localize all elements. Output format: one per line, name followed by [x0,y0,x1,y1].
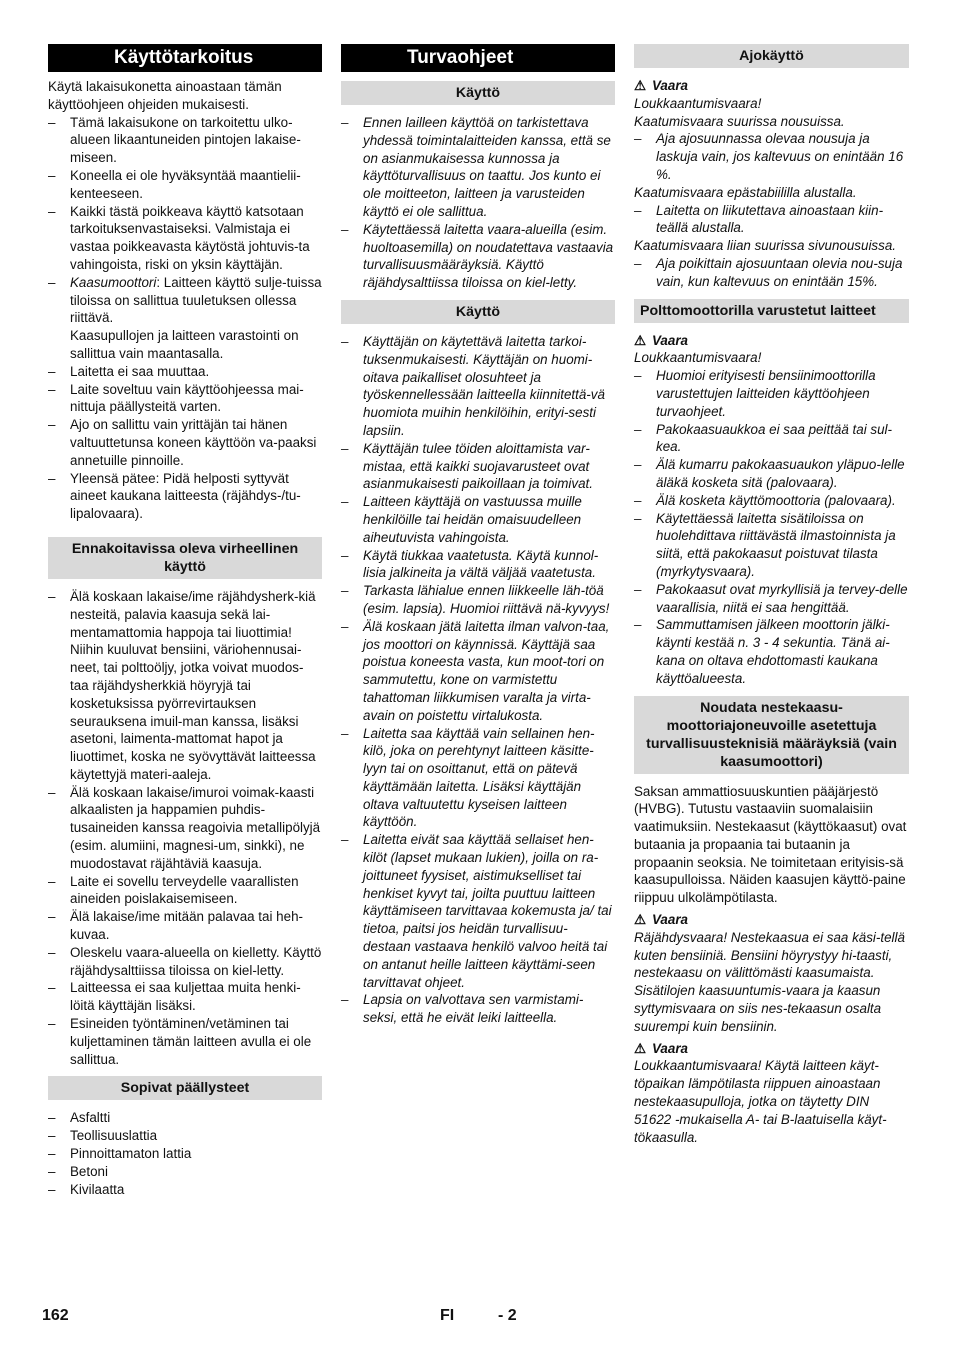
list-item: – Laitetta on liikutettava ainoastaan kiin-teällä alustalla. [634,202,909,238]
list-item: – Laitteessa ei saa kuljettaa muita henki-löitä käyttäjän lisäksi. [48,979,322,1015]
warning-triangle-icon: ⚠ [634,78,647,93]
warning-text: Loukkaantumisvaara! [634,350,762,366]
lpg-warning-injury: Loukkaantumisvaara! Käytä laitteen käyt-töpaikan lämpötilasta riippuen ainoastaan nestekaasupulloja, jotka on täytetty DIN 51622 -mukaisella A- tai B-laatuisella käyt-tökaasulla. [634,1058,887,1145]
warning-triangle-icon: ⚠ [634,912,647,928]
engine-warnings [634,349,909,687]
list-item: – Kivilaatta [48,1181,322,1199]
list-item: – Ennen lailleen käyttöä on tarkistettava yhdessä toimintalaitteiden kanssa, että se on asianmukaisessa kunnossa ja käyttöturvallisuus on taattu. Jos kunto ei ole moitteeton, laitteen ja varusteiden käyttö ei ole sallittua. [341,114,615,221]
section-title-safety: Turvaohjeet [341,44,615,72]
use-heading-2: Käyttö [341,300,615,324]
list-item: – Käyttäjän on käytettävä laitetta tarkoi-tuksenmukaisesti. Käyttäjän on huomi-oitava paikalliset olosuhteet ja työskennellessään laitteella kiinnitettä-vä huomiota muihin henkilöihin, erityi-sesti lapsiin. [341,333,615,440]
warning-text: Kaatumisvaara liian suurissa sivunousuissa. [634,238,896,254]
lpg-warning-explosion: Räjähdysvaara! Nestekaasua ei saa käsi-tellä kuten bensiiniä. Bensiini höyrystyy hi-taasti, nestekaasu on välittömästi kaasumaista. Sisätilojen kaasuuntumis-vaara ja kaasun syttymisvaara on siis nes-tekaasun osalta suurempi kuin bensiinin. [634,929,905,1034]
gas-engine-label: Kaasumoottori [70,274,157,290]
purpose-list [48,114,322,328]
list-item: – Älä koskaan lakaise/imuroi voimak-kaasti alkaalisten ja happamien puhdis-tusaineiden kanssa reagoivia metallipölyjä (esim. alumiini, magnesi-um, sinkki), ne muodostavat räjähtäviä kaasuja. [48,784,322,873]
list-item: – Tarkasta lähialue ennen liikkeelle läh-töä (esim. lapsia). Huomioi riittävä nä-kyvyys! [341,582,615,618]
engine-heading: Polttomoottorilla varustetut laitteet [634,299,909,323]
column-safety [341,44,615,1027]
purpose-list-2 [48,363,322,523]
list-item: – Pakokaasuaukkoa ei saa peittää tai sul-kea. [634,421,909,457]
column-purpose [48,44,322,1198]
list-item: – Käytä tiukkaa vaatetusta. Käytä kunnol-lisia jalkineita ja vältä väljää vaatetusta. [341,547,615,583]
list-item: – Käyttäjän tulee töiden aloittamista var-mistaa, että kaikki suojavarusteet ovat asianmukaisesti paikoillaan ja toimivat. [341,440,615,493]
list-item: – Pinnoittamaton lattia [48,1145,322,1163]
list-item-gas-engine [48,274,322,327]
column-driving [634,44,909,1146]
gas-engine-text: : Laitteen käyttö sulje-tuissa tiloissa on sallittua tuuletuksen ollessa riittävä. [70,274,322,326]
surfaces-list [48,1109,322,1198]
danger-label: ⚠ Vaara [634,1040,688,1056]
warning-text: Kaatumisvaara suurissa nousuissa. [634,113,845,129]
danger-label: ⚠ Vaara [634,78,688,93]
danger-label: ⚠ Vaara [634,912,688,928]
lpg-heading: Noudata nestekaasu-moottoriajoneuvoille asetettuja turvallisuusteknisiä määräyksiä (vain kaasumoottori) [634,696,909,774]
list-item: – Esineiden työntäminen/vetäminen tai kuljettaminen tämän laitteen avulla ei ole sallittua. [48,1015,322,1068]
list-item: – Älä lakaise/ime mitään palavaa tai heh-kuvaa. [48,908,322,944]
use-list-1 [341,114,615,292]
list-item: – Älä kumarru pakokaasuaukon yläpuo-lelle äläkä kosketa sitä (palovaara). [634,456,909,492]
lpg-text: Saksan ammattiosuuskuntien pääjärjestö (HVBG). Tutustu vastaaviin suomalaisiin vaatimuksiin. Nestekaasut (käyttökaasut) ovat butaania ja propaania tai butaanin ja propaanin seoksia. Ne toimitetaan erityisis-sä kaasupulloissa. Näiden kaasujen käyttö-paine riippuu ulkolämpötilasta. [634,783,907,906]
warning-text: Loukkaantumisvaara! [634,95,762,111]
list-item: – Yleensä pätee: Pidä helposti syttyvät aineet kaukana laitteesta (räjähdys-/tu-lipalovaara). [48,470,322,523]
driving-heading: Ajokäyttö [634,44,909,68]
list-item: – Sammuttamisen jälkeen moottorin jälki-käynti kestää n. 3 - 4 sekuntia. Tänä ai-kana on oltava ehdottomasti kaukana käyttöalueesta. [634,616,909,687]
list-item: – Laitetta saa käyttää vain sellainen hen-kilö, joka on perehtynyt laitteen käsitte-lyyn tai on osoittanut, että on pätevä käyttämään laitetta. Lisäksi käyttäjän oltava valtuutettu kyseisen laitteen käyttöön. [341,725,615,832]
list-item: – Teollisuuslattia [48,1127,322,1145]
list-item: – Laite ei sovellu terveydelle vaarallisten aineiden poislakaisemiseen. [48,873,322,909]
use-heading-1: Käyttö [341,81,615,105]
warning-triangle-icon: ⚠ [634,332,647,348]
purpose-intro: Käytä lakaisukonetta ainoastaan tämän käyttöohjeen ohjeiden mukaisesti. [48,79,282,112]
list-item: – Pakokaasut ovat myrkyllisiä ja tervey-delle vaarallisia, niitä ei saa hengittää. [634,581,909,617]
list-item: – Betoni [48,1163,322,1181]
misuse-heading: Ennakoitavissa oleva virheellinen käyttö [48,537,322,579]
list-item: – Asfaltti [48,1109,322,1127]
list-item: – Älä koskaan jätä laitetta ilman valvon-taa, jos moottori on käynnissä. Käyttäjä saa poistua koneesta vasta, kun moot-tori on sammutettu, kone on varmistettu tahattoman liikkumisen varalta ja virta-avain on poistettu virtalukosta. [341,618,615,725]
page-number: 162 [42,1307,69,1324]
gas-storage-note: Kaasupullojen ja laitteen varastointi on sallittua vain maantasalla. [70,328,299,361]
list-item: – Laite soveltuu vain käyttöohjeessa mai-nittuja päällysteitä varten. [48,381,322,417]
list-item: – Aja poikittain ajosuuntaan olevia nou-suja vain, kun kaltevuus on enintään 15%. [634,255,909,291]
list-item: – Aja ajosuunnassa olevaa nousuja ja laskuja vain, jos kaltevuus on enintään 16 %. [634,130,909,183]
surfaces-heading: Sopivat päällysteet [48,1076,322,1100]
warning-text: Kaatumisvaara epästabiililla alustalla. [634,184,857,200]
list-item: – Käytettäessä laitetta vaara-alueilla (esim. huoltoasemilla) on noudatettava vastaavia turvallisuusmääräyksiä. Käyttö räjähdysalttiissa tiloissa on kiel-letty. [341,221,615,292]
list-item: – Tämä lakaisukone on tarkoitettu ulko-alueen likaantuneiden pintojen lakaise-miseen. [48,114,322,167]
list-item: – Koneella ei ole hyväksyntää maantielii-kenteeseen. [48,167,322,203]
use-list-2 [341,333,615,1027]
danger-label: ⚠ Vaara [634,332,688,348]
driving-warnings [634,95,909,291]
list-item: – Laitetta ei saa muuttaa. [48,363,322,381]
warning-triangle-icon: ⚠ [634,1040,647,1056]
list-item: – Älä kosketa käyttömoottoria (palovaara). [634,492,909,510]
list-item: – Laitteen käyttäjä on vastuussa muille henkilöille tai heidän omaisuudelleen aiheutuvista vahingoista. [341,493,615,546]
section-title-purpose: Käyttötarkoitus [48,44,322,72]
list-item: – Lapsia on valvottava sen varmistami-seksi, että he eivät leiki laitteella. [341,991,615,1027]
list-item: – Laitetta eivät saa käyttää sellaiset hen-kilöt (lapset mukaan lukien), joilla on ra-joittuneet fyysiset, aistimukselliset tai henkiset kyvyt tai, joilta puuttuu laitteen käyttämiseen tarvittavaa kokemusta ja/ tai tietoa, paitsi jos heidän turvallisuu-destaan vastaava henkilö valvoo heitä tai on antanut heille laitteen käyttämi-seen tarvittavat ohjeet. [341,831,615,991]
list-item: – Huomioi erityisesti bensiinimoottorilla varustettujen laitteiden käyttöohjeen turvaohjeet. [634,367,909,420]
list-item: – Ajo on sallittu vain yrittäjän tai hänen valtuuttetunsa koneen käyttöön va-paaksi annetuille pinnoille. [48,416,322,469]
page-sub-number: - 2 [498,1307,517,1324]
language-code: FI [440,1307,455,1324]
list-item: – Käytettäessä laitetta sisätiloissa on huolehdittava riittävästä ilmastoinnista ja siitä, että pakokaasut poistuvat tilasta (myrkytysvaara). [634,510,909,581]
list-item: – Kaikki tästä poikkeava käyttö katsotaan tarkoituksenvastaiseksi. Valmistaja ei vastaa poikkeavasta käytöstä johtuvis-ta vahingoista, riski on yksin käyttäjän. [48,203,322,274]
list-item: – Oleskelu vaara-alueella on kielletty. Käyttö räjähdysalttiissa tiloissa on kiel-letty. [48,944,322,980]
misuse-list [48,588,322,1069]
list-item: – Älä koskaan lakaise/ime räjähdysherk-kiä nesteitä, palavia kaasuja sekä lai-mentamattomia happoja tai liuottimia! Niihin kuuluvat bensiini, väriohennusai-neet, tai polttoöljy, jotka voivat muodos-taa räjähdysherkkiä höyryjä tai kosketuksissa pyörrevirtauksen seurauksena imuil-man kanssa, lisäksi asetoni, laimenta-mattomat hapot ja liuottimet, koska ne syövyttävät laitteessa käytettyjä materi-aaleja. [48,588,322,784]
